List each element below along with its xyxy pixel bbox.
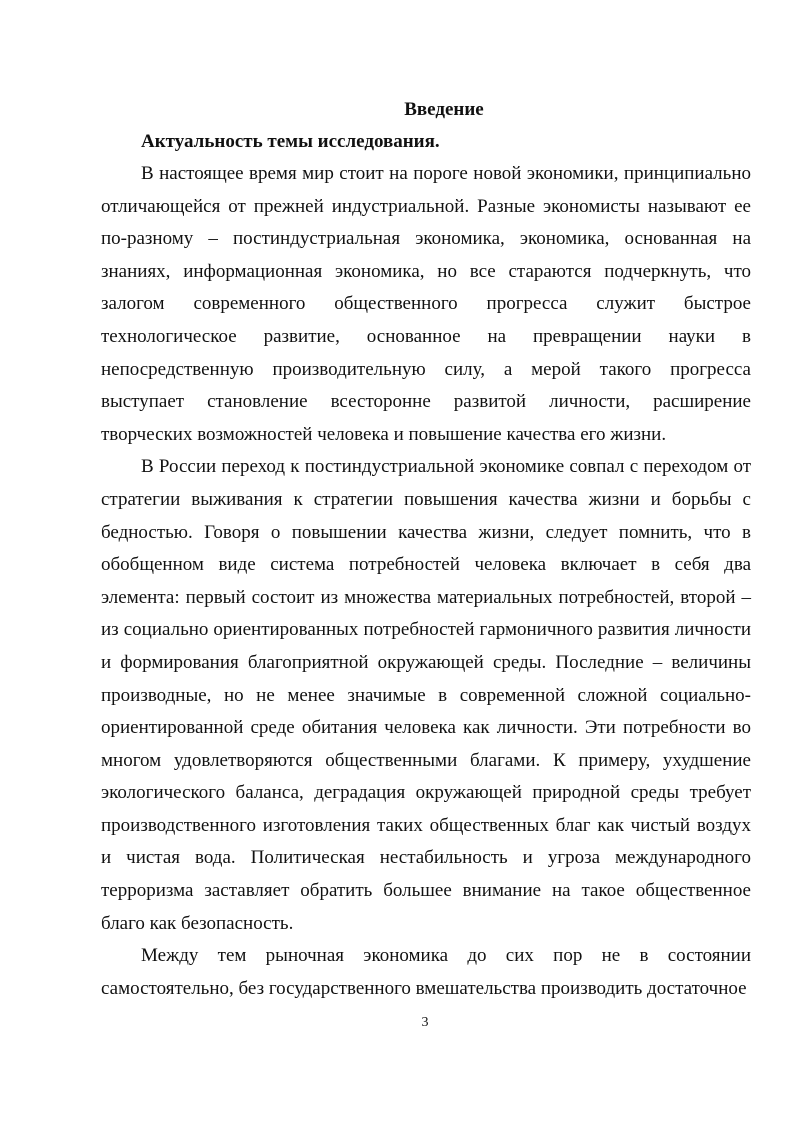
- paragraph-1: В настоящее время мир стоит на пороге новой экономики, принципиально отличающейся от прежней индустриальной. Разные экономисты называют ее по-разному – постиндустриальная экономика, экономика, основанная на знаниях, информационная экономика, но все стараются подчеркнуть, что залогом современного общественного прогресса служит быстрое технологическое развитие, основанное на превращении науки в непосредственную производительную силу, а мерой такого прогресса выступает становление всесторонне развитой личности, расширение творческих возможностей человека и повышение качества его жизни.: [101, 163, 751, 445]
- paragraph-3: Между тем рыночная экономика до сих пор не в состоянии самостоятельно, без государственного вмешательства производить достаточное: [101, 945, 751, 999]
- page-content: [101, 94, 751, 1005]
- page-number: 3: [421, 1015, 429, 1030]
- section-subheading: Актуальность темы исследования.: [141, 131, 440, 152]
- paragraph-2: В России переход к постиндустриальной экономике совпал с переходом от стратегии выживания к стратегии повышения качества жизни и борьбы с бедностью. Говоря о повышении качества жизни, следует помнить, что в обобщенном виде система потребностей человека включает в себя два элемента: первый состоит из множества материальных потребностей, второй – из социально ориентированных потребностей гармоничного развития личности и формирования благоприятной окружающей среды. Последние – величины производные, но не менее значимые в современной сложной социально-ориентированной среде обитания человека как личности. Эти потребности во многом удовлетворяются общественными благами. К примеру, ухудшение экологического баланса, деградация окружающей природной среды требует производственного изготовления таких общественных благ как чистый воздух и чистая вода. Политическая нестабильность и угроза международного терроризма заставляет обратить большее внимание на такое общественное благо как безопасность.: [101, 456, 751, 934]
- section-heading: Введение: [404, 99, 484, 120]
